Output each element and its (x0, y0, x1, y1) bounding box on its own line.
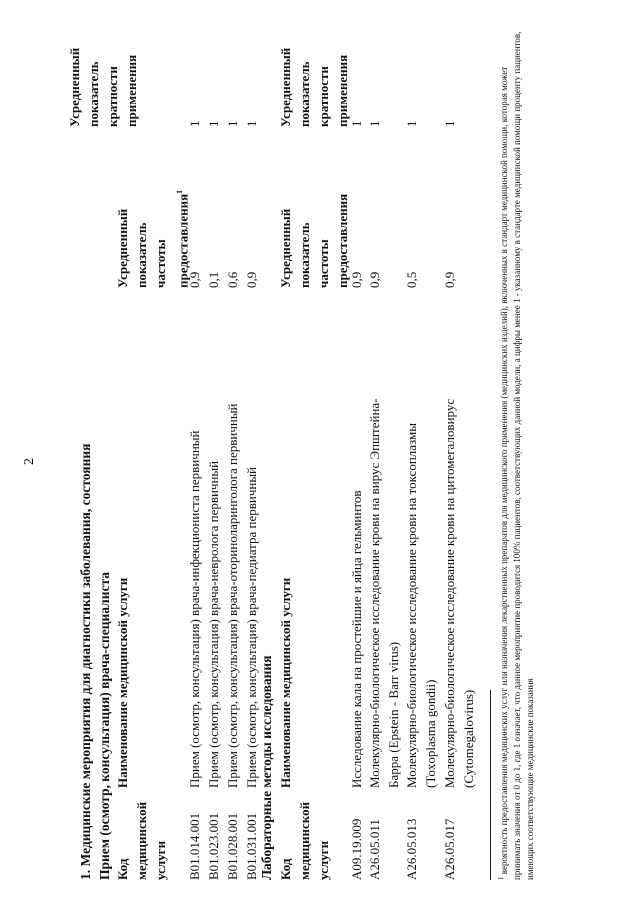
header-multiplicity-line: показатель (297, 61, 312, 127)
header-code-line: Код (115, 858, 130, 880)
section-title: 1. Медицинские мероприятия для диагностики заболевания, состояния (78, 443, 93, 880)
header-code-line: услуги (316, 840, 331, 880)
header-multiplicity-line: Усредненный (67, 47, 82, 127)
header-multiplicity-line: кратности (316, 66, 331, 127)
header-multiplicity (276, 48, 352, 127)
subsection-lab: Лабораторные методы исследования (259, 655, 274, 880)
header-frequency-line: частоты (153, 239, 168, 288)
subsection-consult: Прием (осмотр, консультация) врача-специалиста (97, 571, 112, 880)
header-multiplicity-line: кратности (105, 66, 120, 127)
table-row-multiplicity: 1 (404, 120, 419, 127)
header-code-line: медицинской (297, 801, 312, 880)
footnote (495, 28, 537, 880)
table-row-name: Прием (осмотр, консультация) врача-педиатра первичный (244, 466, 259, 788)
header-frequency-line: показатель (134, 222, 149, 288)
header-code (276, 802, 333, 880)
header-frequency (113, 190, 192, 288)
table-row-frequency: 0,1 (206, 271, 221, 288)
header-multiplicity-line: показатель (86, 61, 101, 127)
header-code-line: услуги (153, 840, 168, 880)
header-frequency (276, 194, 352, 288)
footnote-marker: 1 (497, 876, 505, 880)
header-code-line: Код (278, 858, 293, 880)
header-frequency-line: Усредненный (278, 208, 293, 288)
table-row-multiplicity: 1 (442, 120, 457, 127)
table-row-frequency: 0,9 (349, 271, 364, 288)
table-row-code: B01.028.001 (225, 812, 240, 880)
header-multiplicity-line: применения (124, 54, 139, 127)
header-name: Наименование медицинской услуги (278, 577, 293, 788)
header-name: Наименование медицинской услуги (115, 577, 130, 788)
table-row-name (402, 423, 440, 788)
table-row-name: Прием (осмотр, консультация) врача-невролога первичный (206, 460, 221, 788)
table-row-name-line: Молекулярно-биологическое исследование крови на токсоплазмы (404, 423, 419, 788)
header-code (113, 802, 170, 880)
table-row-name (365, 398, 403, 788)
header-frequency-line: предоставления (335, 193, 350, 288)
header-frequency-text: предоставления (175, 193, 191, 288)
table-row-multiplicity: 1 (367, 120, 382, 127)
footnote-text: вероятность предоставления медицинских услуг или назначения лекарственных препаратов для медицинского применения (медицинских изделий), включенных в стандарт медицинской помощи, которая может принимать значения от 0 до 1, где 1 означает, что данное мероприятие проводится 100% пациентов, соответствующих данной модели, а цифры менее 1 - указанному в стандарте медицинской помощи проценту пациентов, имеющих соответствующие медицинские показания (499, 31, 535, 880)
table-row-multiplicity: 1 (349, 120, 364, 127)
table-row-code: B01.031.001 (244, 812, 259, 880)
header-multiplicity-line: применения (335, 54, 350, 127)
table-row-multiplicity: 1 (225, 120, 240, 127)
table-row-frequency: 0,9 (367, 271, 382, 288)
header-frequency-line: Усредненный (115, 208, 130, 288)
table-row-code: A26.05.017 (442, 818, 457, 880)
table-row-frequency: 0,9 (187, 271, 202, 288)
page-number: 2 (22, 458, 37, 465)
table-row-name-line: (Toxoplasma gondii) (423, 679, 438, 788)
footnote-divider (490, 690, 491, 880)
table-row-code: A26.05.013 (404, 818, 419, 880)
table-row-code: A09.19.009 (349, 818, 364, 880)
header-frequency-line: частоты (316, 239, 331, 288)
table-row-name-line: (Cytomegalovirus) (461, 689, 476, 788)
table-row-name: Исследование кала на простейшие и яйца гельминтов (349, 490, 364, 788)
header-code-line: медицинской (134, 801, 149, 880)
table-row-frequency: 0,9 (244, 271, 259, 288)
table-row-name: Прием (осмотр, консультация) врача-инфекциониста первичный (187, 430, 202, 788)
header-multiplicity (65, 48, 141, 127)
header-multiplicity-line: Усредненный (278, 47, 293, 127)
header-frequency-line: показатель (297, 222, 312, 288)
table-row-name-line: Молекулярно-биологическое исследование крови на цитомегаловирус (442, 398, 457, 788)
table-row-name-line: Молекулярно-биологическое исследование крови на вирус Эпштейна- (367, 398, 382, 788)
table-row-name-line: Барра (Epstein - Barr virus) (386, 641, 401, 788)
table-row-code: B01.014.001 (187, 812, 202, 880)
table-row-frequency: 0,5 (404, 271, 419, 288)
table-row-frequency: 0,6 (225, 271, 240, 288)
table-row-code: B01.023.001 (206, 812, 221, 880)
table-row-frequency: 0,9 (442, 271, 457, 288)
footnote-ref: 1 (175, 189, 184, 194)
table-row-multiplicity: 1 (244, 120, 259, 127)
table-row-multiplicity: 1 (187, 120, 202, 127)
table-row-name (440, 399, 478, 788)
table-row-name: Прием (осмотр, консультация) врача-оториноларинголога первичный (225, 403, 240, 788)
table-row-multiplicity: 1 (206, 120, 221, 127)
table-row-code: A26.05.011 (367, 819, 382, 880)
